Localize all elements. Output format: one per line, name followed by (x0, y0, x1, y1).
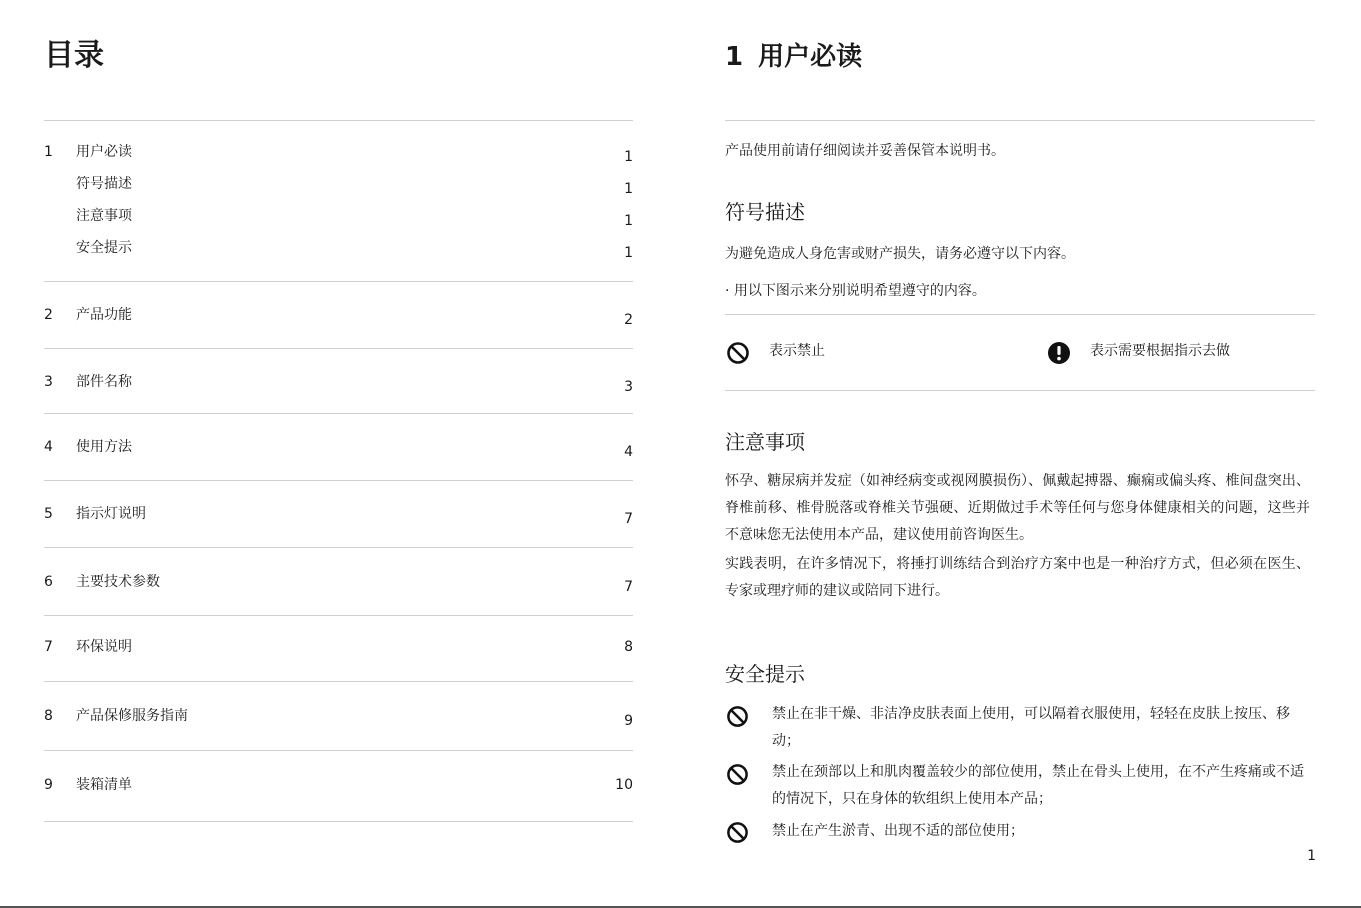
toc-entry-page: 7 (624, 579, 633, 595)
toc-entry[interactable] (44, 635, 633, 659)
toc-entry-number: 8 (44, 708, 53, 724)
toc-divider (44, 413, 633, 414)
toc-title: 目录 (44, 38, 104, 73)
toc-entry[interactable] (44, 704, 633, 728)
prohibit-icon (726, 705, 749, 728)
toc-entry-page: 3 (624, 379, 633, 395)
toc-entry-label: 用户必读 (76, 144, 132, 160)
toc-entry[interactable] (44, 303, 633, 327)
toc-entry-page: 7 (624, 511, 633, 527)
toc-entry[interactable] (44, 370, 633, 394)
toc-entry-number: 5 (44, 506, 53, 522)
toc-entry[interactable] (44, 570, 633, 594)
toc-divider (44, 348, 633, 349)
toc-entry-label: 产品保修服务指南 (76, 708, 188, 724)
toc-entry-number: 1 (44, 144, 53, 160)
toc-entry-page: 1 (624, 213, 633, 229)
toc-entry-label: 使用方法 (76, 439, 132, 455)
toc-entry-page: 1 (624, 149, 633, 165)
symbols-heading: 符号描述 (725, 200, 805, 224)
toc-entry-label: 产品功能 (76, 307, 132, 323)
safety-item: 禁止在非干燥、非洁净皮肤表面上使用，可以隔着衣服使用，轻轻在皮肤上按压、移动； (772, 706, 1290, 749)
toc-entry-label: 部件名称 (76, 374, 132, 390)
toc-entry-page: 1 (624, 181, 633, 197)
toc-entry-page: 1 (624, 245, 633, 261)
toc-entry[interactable] (44, 435, 633, 459)
symbols-divider (725, 314, 1315, 315)
toc-entry-label: 符号描述 (76, 176, 132, 192)
toc-divider (44, 750, 633, 751)
toc-entry[interactable] (44, 236, 633, 260)
prohibit-icon (726, 821, 749, 844)
toc-entry-label: 环保说明 (76, 639, 132, 655)
symbols-divider (725, 390, 1315, 391)
toc-entry-page: 2 (624, 312, 633, 328)
safety-item: 禁止在产生淤青、出现不适的部位使用； (772, 823, 1024, 839)
toc-entry-number: 9 (44, 777, 53, 793)
toc-entry-label: 主要技术参数 (76, 574, 160, 590)
toc-entry[interactable] (44, 502, 633, 526)
toc-entry-number: 6 (44, 574, 53, 590)
notes-paragraph: 实践表明，在许多情况下，将捶打训练结合到治疗方案中也是一种治疗方式，但必须在医生、专家或理疗师的建议或陪同下进行。 (725, 556, 1310, 599)
page-number: 1 (1307, 848, 1316, 864)
mandatory-label: 表示需要根据指示去做 (1090, 343, 1230, 359)
prohibit-icon (726, 341, 750, 365)
prohibit-icon (726, 763, 749, 786)
toc-entry-number: 3 (44, 374, 53, 390)
safety-item: 禁止在颈部以上和肌肉覆盖较少的部位使用，禁止在骨头上使用，在不产生疼痛或不适的情况下，只在身体的软组织上使用本产品； (772, 764, 1304, 807)
toc-entry[interactable] (44, 773, 633, 797)
symbols-description: 为避免造成人身危害或财产损失，请务必遵守以下内容。 (725, 246, 1075, 262)
toc-entry[interactable] (44, 204, 633, 228)
toc-divider (44, 120, 633, 121)
notes-paragraph: 怀孕、糖尿病并发症（如神经病变或视网膜损伤）、佩戴起搏器、癫痫或偏头疼、椎间盘突出、脊椎前移、椎骨脱落或脊椎关节强硬、近期做过手术等任何与您身体健康相关的问题，这些并不意味您无法使用本产品，建议使用前咨询医生。 (725, 473, 1310, 543)
toc-entry-page: 4 (624, 444, 633, 460)
symbols-legend-intro: · 用以下图示来分别说明希望遵守的内容。 (725, 283, 986, 299)
toc-entry-label: 注意事项 (76, 208, 132, 224)
toc-divider (44, 681, 633, 682)
toc-divider (44, 821, 633, 822)
toc-entry[interactable] (44, 140, 633, 164)
toc-entry-label: 安全提示 (76, 240, 132, 256)
toc-entry-number: 4 (44, 439, 53, 455)
notes-heading: 注意事项 (725, 430, 805, 454)
toc-entry-label: 指示灯说明 (76, 506, 146, 522)
toc-entry[interactable] (44, 172, 633, 196)
toc-entry-number: 2 (44, 307, 53, 323)
toc-entry-page: 10 (615, 777, 633, 793)
toc-divider (44, 480, 633, 481)
toc-divider (44, 547, 633, 548)
toc-entry-number: 7 (44, 639, 53, 655)
toc-divider (44, 281, 633, 282)
chapter-divider (725, 120, 1315, 121)
toc-divider (44, 615, 633, 616)
exclamation-icon (1047, 341, 1071, 365)
prohibit-label: 表示禁止 (769, 343, 825, 359)
intro-text: 产品使用前请仔细阅读并妥善保管本说明书。 (725, 143, 1005, 159)
toc-entry-page: 8 (624, 639, 633, 655)
safety-heading: 安全提示 (725, 662, 805, 686)
chapter-title: 1 用户必读 (725, 42, 863, 72)
toc-entry-page: 9 (624, 713, 633, 729)
toc-entry-label: 装箱清单 (76, 777, 132, 793)
